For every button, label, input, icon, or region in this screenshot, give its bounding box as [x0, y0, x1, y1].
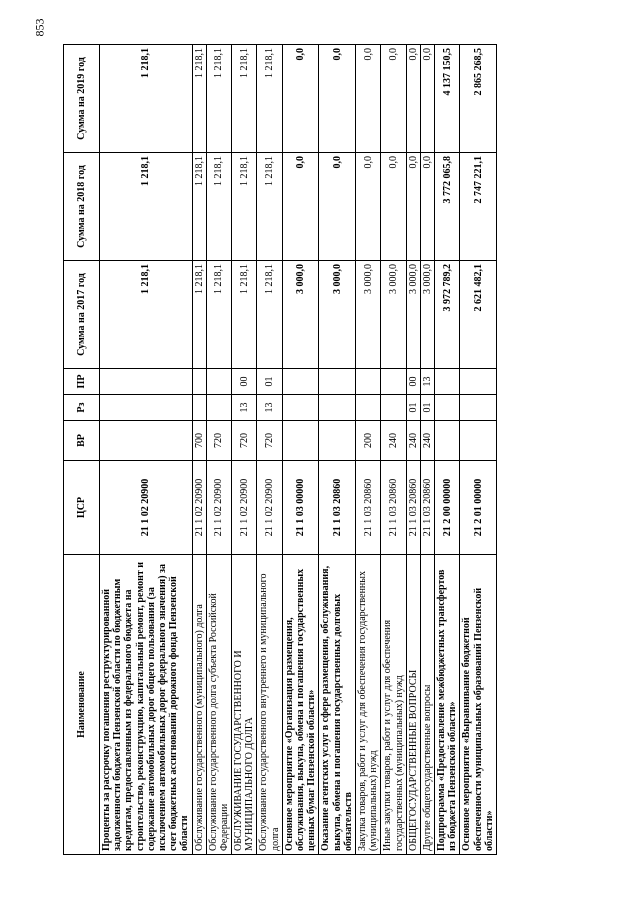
cell-vr: 720	[232, 421, 257, 461]
cell-2019: 1 218,1	[192, 45, 206, 153]
cell-csr: 21 1 03 00000	[282, 461, 319, 555]
table-row	[100, 45, 193, 855]
cell-2019: 0,0	[406, 45, 420, 153]
cell-2017: 3 000,0	[406, 261, 420, 369]
cell-rz: 13	[257, 395, 282, 421]
table-row	[257, 45, 282, 855]
cell-csr: 21 1 03 20860	[420, 461, 434, 555]
cell-2017: 3 000,0	[381, 261, 406, 369]
cell-vr	[282, 421, 319, 461]
cell-rz	[435, 395, 460, 421]
cell-2018: 0,0	[381, 153, 406, 261]
cell-pr: 01	[257, 369, 282, 395]
cell-pr: 13	[420, 369, 434, 395]
cell-2018: 2 747 221,1	[460, 153, 497, 261]
cell-rz	[282, 395, 319, 421]
cell-2017: 3 972 789,2	[435, 261, 460, 369]
table-row	[192, 45, 206, 855]
cell-csr: 21 1 02 20900	[206, 461, 231, 555]
cell-pr	[435, 369, 460, 395]
table-row	[406, 45, 420, 855]
header-pr: ПР	[64, 369, 100, 395]
cell-vr	[319, 421, 356, 461]
cell-rz: 01	[406, 395, 420, 421]
cell-2017: 3 000,0	[420, 261, 434, 369]
table-row	[206, 45, 231, 855]
cell-name: Обслуживание государственного внутреннего и муниципального долга	[257, 555, 282, 855]
cell-2017: 3 000,0	[319, 261, 356, 369]
cell-csr: 21 1 02 20900	[100, 461, 193, 555]
table-row	[355, 45, 380, 855]
cell-vr: 240	[406, 421, 420, 461]
cell-2018: 1 218,1	[206, 153, 231, 261]
cell-rz: 01	[420, 395, 434, 421]
cell-2019: 2 865 268,5	[460, 45, 497, 153]
table-row	[282, 45, 319, 855]
cell-pr: 00	[406, 369, 420, 395]
cell-2018: 1 218,1	[192, 153, 206, 261]
cell-2019: 1 218,1	[206, 45, 231, 153]
cell-rz	[100, 395, 193, 421]
table-row	[381, 45, 406, 855]
cell-vr: 720	[257, 421, 282, 461]
cell-vr: 200	[355, 421, 380, 461]
cell-csr: 21 1 03 20860	[319, 461, 356, 555]
cell-vr	[460, 421, 497, 461]
cell-2017: 3 000,0	[282, 261, 319, 369]
cell-csr: 21 1 03 20860	[381, 461, 406, 555]
header-name: Наименование	[64, 555, 100, 855]
cell-2018: 3 772 065,8	[435, 153, 460, 261]
table-row	[319, 45, 356, 855]
cell-name: Другие общегосударственные вопросы	[420, 555, 434, 855]
cell-pr: 00	[232, 369, 257, 395]
cell-vr: 240	[381, 421, 406, 461]
cell-2017: 1 218,1	[232, 261, 257, 369]
cell-pr	[282, 369, 319, 395]
cell-vr	[100, 421, 193, 461]
cell-name: Основное мероприятие «Организация размещения, обслуживания, выкупа, обмена и погашения государственных ценных бумаг Пензенской области»	[282, 555, 319, 855]
header-rz: Рз	[64, 395, 100, 421]
cell-rz: 13	[232, 395, 257, 421]
cell-2019: 0,0	[319, 45, 356, 153]
cell-name: Обслуживание государственного (муниципального) долга	[192, 555, 206, 855]
cell-2019: 1 218,1	[232, 45, 257, 153]
cell-pr	[460, 369, 497, 395]
cell-2018: 0,0	[420, 153, 434, 261]
header-row	[64, 45, 100, 855]
cell-csr: 21 1 02 20900	[192, 461, 206, 555]
cell-rz	[206, 395, 231, 421]
table-row	[460, 45, 497, 855]
cell-2019: 1 218,1	[257, 45, 282, 153]
cell-name: Основное мероприятие «Выравнивание бюджетной обеспеченности муниципальных образований Пензенской области»	[460, 555, 497, 855]
table-body	[100, 45, 497, 855]
cell-csr: 21 2 00 00000	[435, 461, 460, 555]
cell-vr: 700	[192, 421, 206, 461]
cell-name: Оказание агентских услуг в сфере размещения, обслуживания, выкупа, обмена и погашения государственных долговых обязательств	[319, 555, 356, 855]
header-2017: Сумма на 2017 год	[64, 261, 100, 369]
cell-pr	[192, 369, 206, 395]
table-row	[435, 45, 460, 855]
cell-csr: 21 1 03 20860	[406, 461, 420, 555]
cell-csr: 21 1 03 20860	[355, 461, 380, 555]
cell-2019: 4 137 150,5	[435, 45, 460, 153]
cell-csr: 21 1 02 20900	[232, 461, 257, 555]
table-row	[420, 45, 434, 855]
header-2018: Сумма на 2018 год	[64, 153, 100, 261]
cell-vr: 720	[206, 421, 231, 461]
cell-name: Проценты за рассрочку погашения реструктурированной задолженности бюджета Пензенской области по бюджетным кредитам, предоставленным из федерального бюджета на строительство, реконструкцию, капитальный ремонт, ремонт и содержание автомобильных дорог общего пользования (за исключением автомобильных дорог федерального значения) за счет бюджетных ассигнований дорожного фонда Пензенской области	[100, 555, 193, 855]
cell-2017: 2 621 482,1	[460, 261, 497, 369]
cell-2018: 0,0	[319, 153, 356, 261]
page-number-text: 853	[32, 18, 47, 37]
cell-2017: 1 218,1	[257, 261, 282, 369]
header-csr: ЦСР	[64, 461, 100, 555]
cell-2018: 1 218,1	[232, 153, 257, 261]
cell-2018: 0,0	[406, 153, 420, 261]
header-2019: Сумма на 2019 год	[64, 45, 100, 153]
budget-table	[63, 44, 497, 855]
cell-pr	[381, 369, 406, 395]
cell-rz	[381, 395, 406, 421]
cell-2018: 0,0	[355, 153, 380, 261]
cell-name: Закупка товаров, работ и услуг для обеспечения государственных (муниципальных) нужд	[355, 555, 380, 855]
cell-2018: 1 218,1	[100, 153, 193, 261]
cell-2019: 0,0	[420, 45, 434, 153]
cell-pr	[100, 369, 193, 395]
cell-2019: 1 218,1	[100, 45, 193, 153]
cell-csr: 21 1 02 20900	[257, 461, 282, 555]
cell-csr: 21 2 01 00000	[460, 461, 497, 555]
cell-vr: 240	[420, 421, 434, 461]
cell-rz	[192, 395, 206, 421]
cell-2018: 1 218,1	[257, 153, 282, 261]
cell-2017: 1 218,1	[206, 261, 231, 369]
cell-name: ОБЩЕГОСУДАРСТВЕННЫЕ ВОПРОСЫ	[406, 555, 420, 855]
cell-name: Подпрограмма «Предоставление межбюджетных трансфертов из бюджета Пензенской области»	[435, 555, 460, 855]
cell-pr	[319, 369, 356, 395]
cell-2017: 1 218,1	[100, 261, 193, 369]
cell-rz	[460, 395, 497, 421]
budget-table-rotated	[63, 45, 623, 855]
cell-vr	[435, 421, 460, 461]
cell-2017: 3 000,0	[355, 261, 380, 369]
cell-name: ОБСЛУЖИВАНИЕ ГОСУДАРСТВЕННОГО И МУНИЦИПАЛЬНОГО ДОЛГА	[232, 555, 257, 855]
cell-2019: 0,0	[381, 45, 406, 153]
cell-rz	[355, 395, 380, 421]
cell-pr	[206, 369, 231, 395]
table-row	[232, 45, 257, 855]
header-vr: ВР	[64, 421, 100, 461]
cell-name: Иные закупки товаров, работ и услуг для обеспечения государственных (муниципальных) нужд	[381, 555, 406, 855]
cell-pr	[355, 369, 380, 395]
cell-2018: 0,0	[282, 153, 319, 261]
cell-rz	[319, 395, 356, 421]
cell-name: Обслуживание государственного долга субъекта Российской Федерации	[206, 555, 231, 855]
cell-2017: 1 218,1	[192, 261, 206, 369]
cell-2019: 0,0	[282, 45, 319, 153]
page-number	[20, 20, 60, 35]
cell-2019: 0,0	[355, 45, 380, 153]
